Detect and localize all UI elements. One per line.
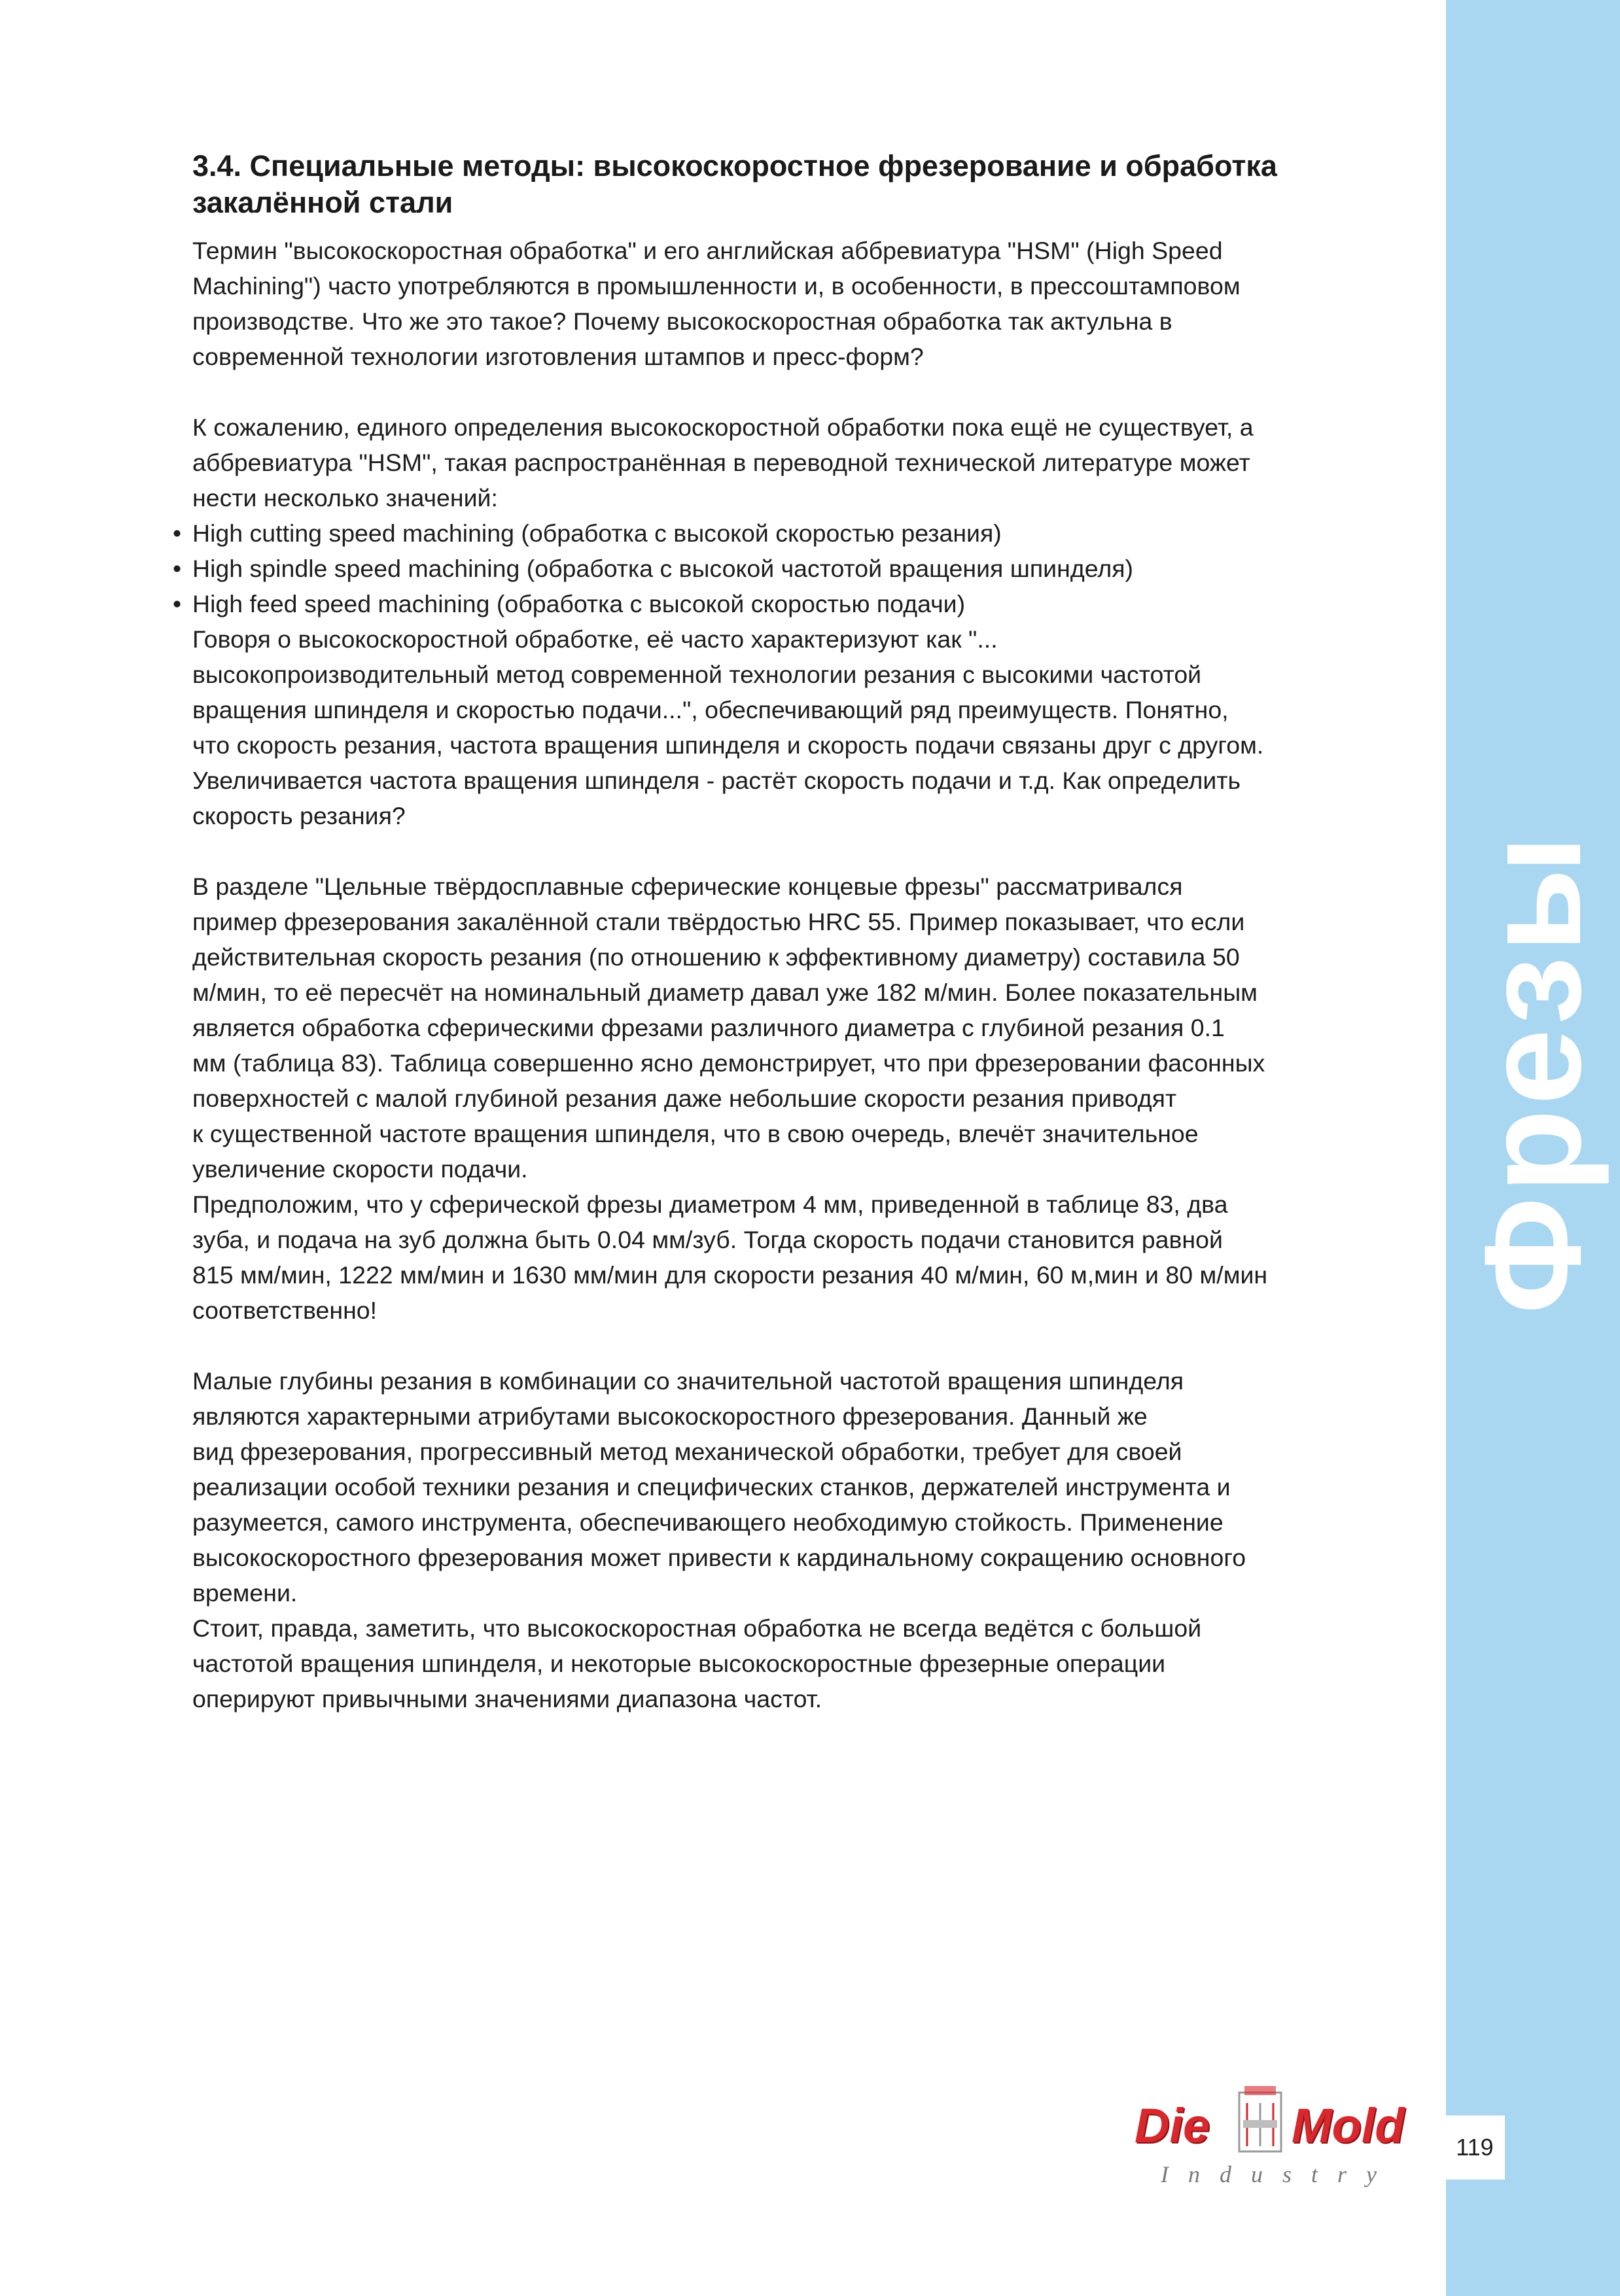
paragraph-hsm-intro: Термин "высокоскоростная обработка" и его английская аббревиатура "HSM" (High Speed Machining") часто употребляются в промышленности и, в особенности, в прессоштамповом производстве. Что же это такое? Почему высокоскоростная обработка так актульна в современной технологии изготовления штампов и пресс-форм? — [192, 237, 1241, 370]
bullet-icon: • — [173, 555, 182, 582]
paragraph-feed-calculation: Предположим, что у сферической фрезы диаметром 4 мм, приведенной в таблице 83, два зуба, и подача на зуб должна быть 0.04 мм/зуб. Тогда скорость подачи становится равной 815 мм/мин, 1222 мм/мин и 1630 мм/мин для скорости резания 40 м/мин, 60 м,мин и 80 м/мин соответственно! — [192, 1191, 1268, 1324]
paragraph-characterization: Говоря о высокоскоростной обработке, её часто характеризуют как "... высокопроизводительный метод современной технологии резания с высокими частотой вращения шпинделя и скоростью подачи...", обеспечивающий ряд преимуществ. Понятно, что скорость резания, частота вращения шпинделя и скорость подачи связаны друг с другом. Увеличивается частота вращения шпинделя - растёт скорость подачи и т.д. Как определить скорость резания? — [192, 625, 1264, 829]
hsm-meanings-list — [173, 515, 1344, 621]
paragraph-note: Стоит, правда, заметить, что высокоскоростная обработка не всегда ведётся с большой частотой вращения шпинделя, и некоторые высокоскоростные фрезерные операции оперируют привычными значениями диапазона частот. — [192, 1614, 1202, 1713]
list-item-text: High feed speed machining (обработка с высокой скоростью подачи) — [192, 590, 966, 617]
list-item — [173, 515, 1344, 551]
paragraph-gap — [192, 833, 1344, 869]
main-content — [173, 148, 1344, 1716]
list-item-text: High spindle speed machining (обработка с высокой частотой вращения шпинделя) — [192, 555, 1134, 582]
mold-press-icon — [1234, 2083, 1286, 2155]
section-heading: 3.4. Специальные методы: высокоскоростное фрезерование и обработка закалённой стали — [192, 149, 1277, 219]
page-number: 119 — [1445, 2115, 1505, 2180]
paragraph-gap — [192, 1328, 1344, 1363]
logo-mold-text: Mold — [1292, 2098, 1405, 2153]
paragraph-definition: К сожалению, единого определения высокоскоростной обработки пока ещё не существует, а аббревиатура "HSM", такая распространённая в переводной технической литературе может нести несколько значений: — [192, 413, 1254, 512]
list-item — [173, 551, 1344, 586]
side-section-title: Фрезы — [1456, 831, 1610, 1315]
bullet-icon: • — [173, 590, 182, 617]
logo-die-text: Die — [1135, 2098, 1210, 2153]
paragraph-example: В разделе "Цельные твёрдосплавные сферические концевые фрезы" рассматривался пример фрезерования закалённой стали твёрдостью HRC 55. Пример показывает, что если действительная скорость резания (по отношению к эффективному диаметру) составила 50 м/мин, то её пересчёт на номинальный диаметр давал уже 182 м/мин. Более показательным является обработка сферическими фрезами различного диаметра с глубиной резания 0.1 мм (таблица 83). Таблица совершенно ясно демонстрирует, что при фрезеровании фасонных поверхностей с малой глубиной резания даже небольшие скорости резания приводят к существенной частоте вращения шпинделя, что в свою очередь, влечёт значительное увеличение скорости подачи. — [192, 873, 1265, 1183]
list-item-text: High cutting speed machining (обработка с высокой скоростью резания) — [192, 519, 1002, 547]
logo-industry-text: Industry — [1161, 2161, 1396, 2187]
paragraph-gap — [192, 374, 1344, 409]
paragraph-attributes: Малые глубины резания в комбинации со значительной частотой вращения шпинделя являются характерными атрибутами высокоскоростного фрезерования. Данный же вид фрезерования, прогрессивный метод механической обработки, требует для своей реализации особой техники резания и специфических станков, держателей инструмента и разумеется, самого инструмента, обеспечивающего необходимую стойкость. Применение высокоскоростного фрезерования может привести к кардинальному сокращению основного времени. — [192, 1367, 1246, 1607]
dieмold-logo — [1135, 2083, 1435, 2201]
list-item — [173, 586, 1344, 621]
bullet-icon: • — [173, 519, 182, 547]
